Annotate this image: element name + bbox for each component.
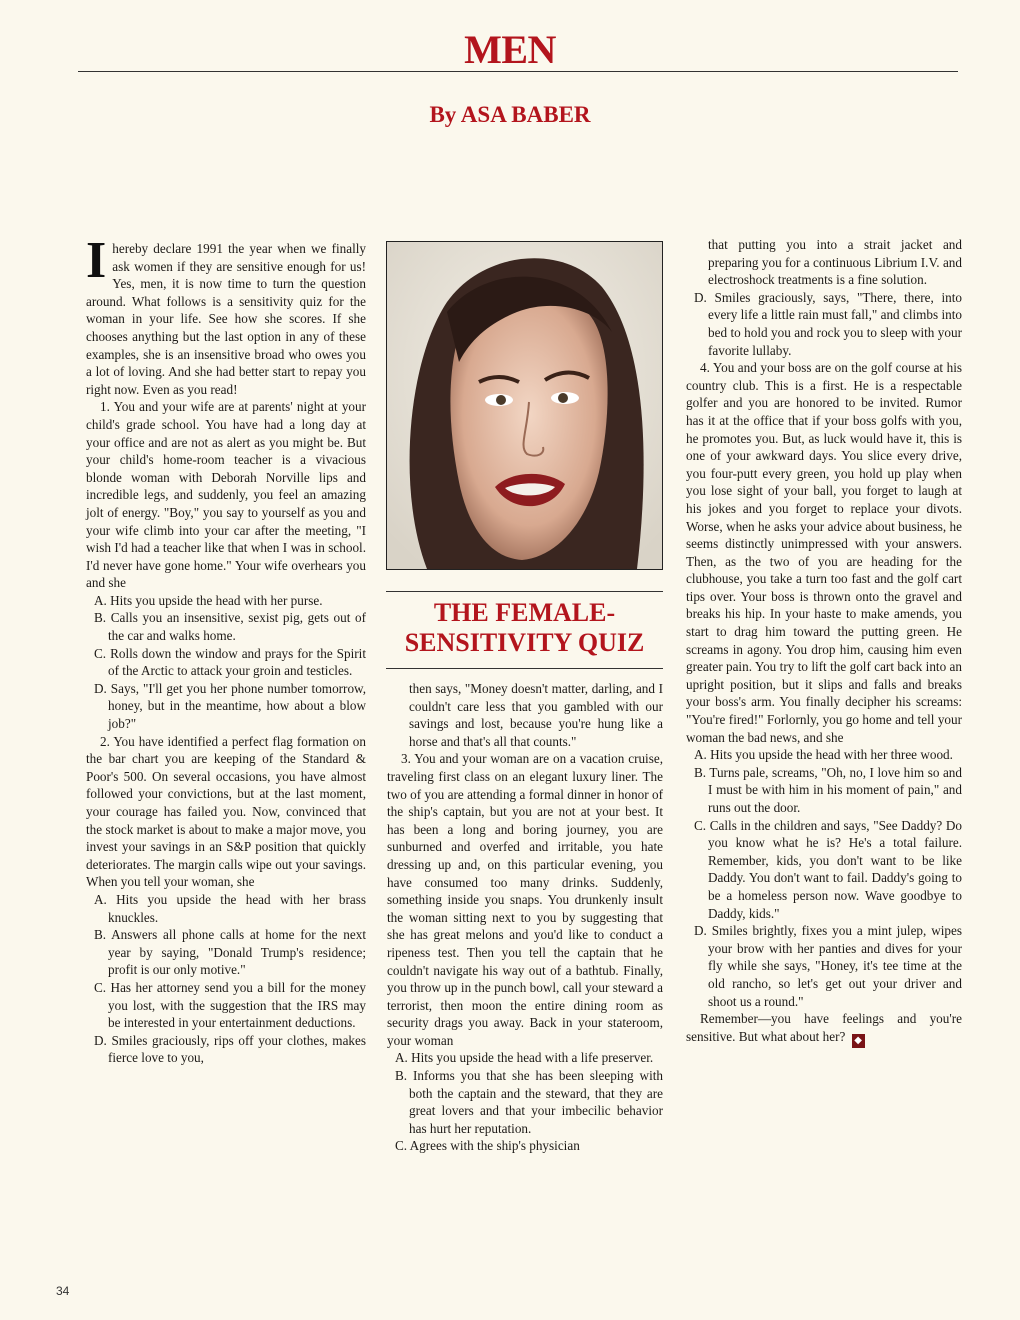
closing-text: Remember—you have feelings and you're sensitive. But what about her? — [686, 1011, 962, 1044]
title-rule-top — [386, 591, 663, 592]
column-middle — [387, 680, 663, 1155]
question-4: 4. You and your boss are on the golf course at his country club. This is a first. He is a respectable golfer and you are honored to be invited. Rumor has it at the office that if your boss golfs with you, he promotes you. But, as luck would have it, this is one of your awkward days. You slice every drive, you four-putt every green, you hold up play when you lose sight of your ball, you forget to laugh at his jokes and you forget to replace your divots. Worse, when he asks your advice about business, he seems distinctly unimpressed with your answers. Then, as the two of you are heading for the clubhouse, you take a turn too fast and the golf cart tips over. Your boss is thrown onto the gravel and breaks his hip. In your haste to make amends, you start to drag him toward the putting green. He screams in agony. You drop him, causing him even greater pain. You try to lift the golf cart back into an upright position, but it slips and falls and breaks your boss's arm. You finally decipher his screams: "You're fired!" Forlornly, you go home and tell your woman the bad news, and she — [686, 360, 962, 745]
answer-item: B. Calls you an insensitive, sexist pig, gets out of the car and walks home. — [94, 610, 366, 644]
page-header — [0, 0, 1020, 140]
answer-item: D. Smiles graciously, rips off your clothes, makes fierce love to you, — [94, 1032, 366, 1066]
section-title: MEN — [464, 27, 556, 72]
question-3-answers — [387, 1049, 663, 1155]
intro-text: hereby declare 1991 the year when we finally ask women if they are sensitive enough for us! Yes, men, it is now time to turn the question around. What follows is a sensitivity quiz for the woman in your life. See how she scores. If she chooses anything but the last option in any of these examples, she is an insensitive broad who owes you a lot of loving. And she had better start to repay you right now. Even as you read! — [86, 241, 366, 397]
question-3-answer-d — [686, 289, 962, 359]
question-4-answers — [686, 746, 962, 1010]
answer-item: C. Calls in the children and says, "See Daddy? Do you know what he is? He's a total failure. Remember, kids, you don't want to be like Daddy. You don't want to fail. Daddy's going to be a homeless person now. Wave goodbye to Daddy, kids." — [694, 817, 962, 921]
woman-portrait-illustration — [386, 241, 663, 570]
continued-answer: then says, "Money doesn't matter, darling, and I couldn't care less that you gambled with our savings and lost, because you're hung like a horse and that's all that counts." — [409, 681, 663, 749]
column-left — [86, 232, 366, 1067]
question-2-answers — [86, 891, 366, 1067]
playboy-rabbit-icon: ◆ — [852, 1034, 865, 1048]
column-right — [686, 236, 962, 1048]
drop-cap: I — [86, 232, 107, 289]
answer-item: B. Turns pale, screams, "Oh, no, I love him so and I must be with him in his moment of pain," and runs out the door. — [694, 764, 962, 815]
title-rule-bottom — [386, 668, 663, 669]
question-1: 1. You and your wife are at parents' night at your child's grade school. You have had a long day at your office and are not as alert as you might be. But your child's home-room teacher is a vivacious blonde woman with Deborah Norville lips and incredible legs, and suddenly, you feel an amazing jolt of energy. "Boy," you say to yourself as you and your wife climb into your car after the meeting, "I wish I'd had a teacher like that when I was in school. I'd never have gone home." Your wife overhears you and she — [86, 399, 366, 591]
answer-item: B. Informs you that she has been sleeping with both the captain and the steward, that they are great lovers and that your imbecilic behavior has hurt her reputation. — [395, 1068, 663, 1136]
intro-paragraph — [86, 232, 366, 398]
answer-item: D. Smiles graciously, says, "There, there, into every life a little rain must fall," and climbs into bed to hold you and rock you to sleep with your favorite lullaby. — [694, 289, 962, 358]
answer-item: A. Hits you upside the head with her brass knuckles. — [94, 891, 366, 925]
answer-item: C. Agrees with the ship's physician — [395, 1138, 580, 1154]
byline: By ASA BABER — [429, 102, 591, 127]
answer-item: D. Smiles brightly, fixes you a mint julep, wipes your brow with her panties and dives for your fly while she says, "Honey, it's tee time at the old rancho, so let's get out your driver and shoot us a round." — [694, 923, 962, 1009]
question-3: 3. You and your woman are on a vacation cruise, traveling first class on an elegant luxury liner. The two of you are attending a formal dinner in honor of the ship's captain, but you are not at your best. It has been a long and boring journey, you are sunburned and overfed and irritable, you hate dressing up and, on this particular evening, you have consumed too many drinks. Suddenly, something inside you snaps. You drunkenly insult the woman sitting next to you by suggesting that she has great melons and you'd like to conduct a ripeness test. Then you tell the captain that he couldn't navigate his way out of a bathtub. Finally, you throw up in the punch bowl, call your steward a terrorist, then moon the entire dining room as security drags you away. Back in your stateroom, your woman — [387, 751, 663, 1048]
question-1-answers — [86, 592, 366, 733]
continued-answer: that putting you into a strait jacket and preparing you for a continuous Librium I.V. and electroshock treatments is a fine solution. — [708, 237, 962, 288]
answer-item: C. Has her attorney send you a bill for the money you lost, with the suggestion that the IRS may be interested in your entertainment deductions. — [94, 979, 366, 1031]
page-number: 34 — [56, 1284, 70, 1298]
answer-item: A. Hits you upside the head with her purse. — [94, 592, 323, 608]
answer-item: C. Rolls down the window and prays for the Spirit of the Arctic to attack your groin and testicles. — [94, 645, 366, 679]
answer-item: A. Hits you upside the head with her three wood. — [694, 747, 953, 763]
closing-paragraph — [686, 1010, 962, 1048]
answer-item: B. Answers all phone calls at home for the next year by saying, "Donald Trump's residence; profit is our only motive." — [94, 927, 366, 978]
answer-item: A. Hits you upside the head with a life preserver. — [395, 1050, 654, 1066]
article-title: THE FEMALE-SENSITIVITY QUIZ — [404, 598, 645, 657]
header-rule — [78, 71, 958, 72]
question-2: 2. You have identified a perfect flag formation on the bar chart you are keeping of the Standard & Poor's 500. On several occasions, you have almost followed your convictions, but at the last moment, your courage has failed you. Now, convinced that the stock market is about to make a major move, you invest your savings in an S&P position that quickly deteriorates. The margin calls wipe out your savings. When you tell your woman, she — [86, 733, 366, 890]
answer-item: D. Says, "I'll get you her phone number tomorrow, honey, but in the meantime, how about a blow job?" — [94, 680, 366, 732]
